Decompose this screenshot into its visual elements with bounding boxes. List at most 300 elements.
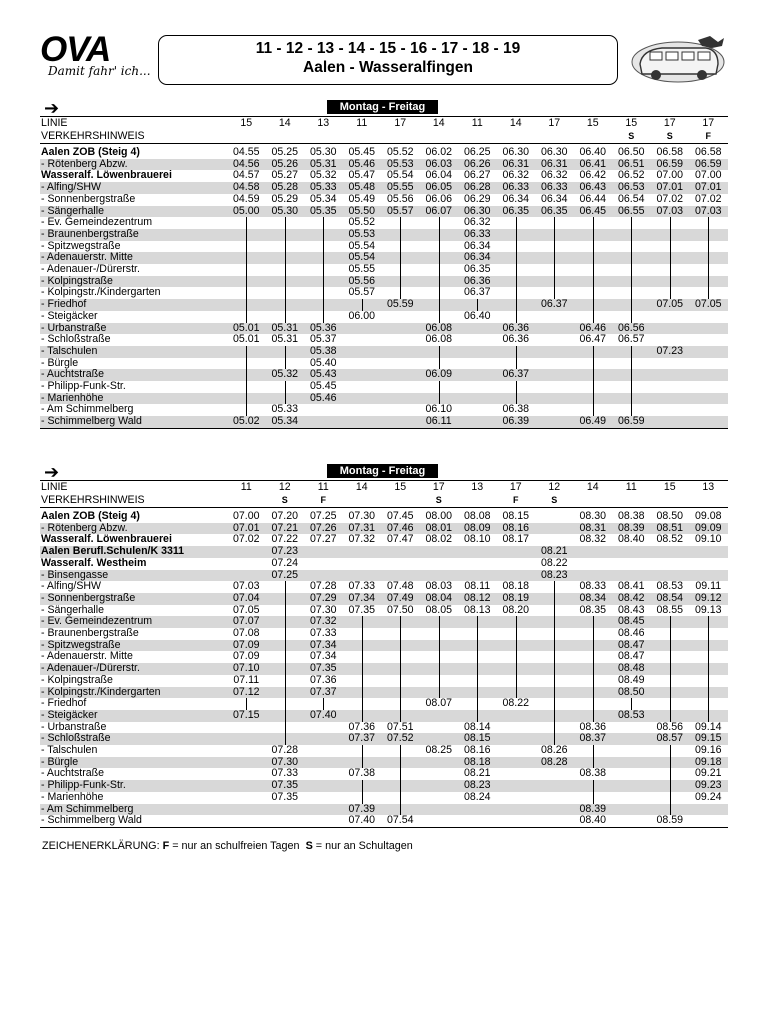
hint-cell bbox=[381, 130, 420, 144]
departure-time: 07.35 bbox=[271, 790, 298, 803]
stop-name: - Bürgle bbox=[41, 356, 79, 369]
departure-time: 08.47 bbox=[617, 650, 645, 663]
departure-time: 08.17 bbox=[502, 533, 529, 546]
departure-time bbox=[227, 804, 266, 816]
departure-time: 06.52 bbox=[617, 169, 645, 182]
pass-through-line bbox=[381, 687, 420, 699]
timetable-row bbox=[40, 369, 728, 381]
departure-time bbox=[497, 815, 536, 827]
stop-name: - Sonnenbergstraße bbox=[40, 593, 227, 605]
departure-time bbox=[535, 815, 574, 827]
pass-through-line bbox=[266, 687, 305, 699]
departure-time bbox=[612, 733, 651, 745]
pass-through-line bbox=[227, 287, 266, 299]
pass-through-line bbox=[612, 276, 651, 288]
departure-time: 08.28 bbox=[535, 757, 574, 769]
pass-through-line bbox=[535, 675, 574, 687]
departure-time: 08.14 bbox=[463, 720, 491, 733]
departure-time: 07.23 bbox=[266, 546, 305, 558]
departure-time: 05.29 bbox=[271, 192, 298, 205]
stop-name: - Marienhöhe bbox=[40, 393, 227, 405]
departure-time: 07.01 bbox=[227, 523, 266, 535]
pass-through-line bbox=[266, 241, 305, 253]
stop-name: - Schloßstraße bbox=[40, 733, 227, 745]
pass-through-line bbox=[304, 287, 343, 299]
departure-time: 08.40 bbox=[574, 815, 613, 827]
departure-time: 08.38 bbox=[617, 510, 645, 522]
line-label: LINIE bbox=[40, 117, 227, 131]
pass-through-line bbox=[689, 675, 728, 687]
departure-time bbox=[343, 546, 382, 558]
departure-time: 06.10 bbox=[425, 403, 452, 416]
hint-cell bbox=[381, 494, 420, 508]
line-number: 14 bbox=[574, 481, 613, 495]
line-number: 11 bbox=[343, 117, 382, 131]
pass-through-line bbox=[574, 616, 613, 628]
departure-time bbox=[458, 381, 497, 393]
pass-through-line bbox=[266, 675, 305, 687]
stop-name: - Alfing/SHW bbox=[40, 182, 227, 194]
legend bbox=[42, 840, 413, 852]
timetable-row bbox=[40, 346, 728, 358]
pass-through-line bbox=[227, 229, 266, 241]
pass-through-line bbox=[266, 346, 305, 358]
bus-logo-icon bbox=[628, 34, 728, 86]
departure-time bbox=[535, 511, 574, 523]
pass-through-line bbox=[420, 311, 459, 323]
departure-time bbox=[343, 404, 382, 416]
pass-through-line bbox=[227, 252, 266, 264]
departure-time: 05.59 bbox=[381, 299, 420, 311]
departure-time: 08.11 bbox=[464, 580, 491, 593]
departure-time: 08.53 bbox=[612, 710, 651, 722]
departure-time: 08.20 bbox=[502, 603, 529, 616]
departure-time bbox=[651, 416, 690, 428]
departure-time: 08.04 bbox=[420, 593, 459, 605]
pass-through-line bbox=[227, 241, 266, 253]
pass-through-line bbox=[689, 687, 728, 699]
timetable-row bbox=[40, 194, 728, 206]
pass-through-line bbox=[612, 381, 651, 393]
pass-through-line bbox=[689, 252, 728, 264]
departure-time bbox=[304, 815, 343, 827]
pass-through-line bbox=[574, 780, 613, 792]
timetable bbox=[40, 480, 728, 828]
pass-through-line bbox=[266, 264, 305, 276]
line-number: 15 bbox=[227, 117, 266, 131]
pass-through-line bbox=[497, 264, 536, 276]
pass-through-line bbox=[612, 264, 651, 276]
pass-through-line bbox=[535, 229, 574, 241]
departure-time bbox=[535, 346, 574, 358]
departure-time: 09.14 bbox=[694, 720, 722, 733]
hint-cell: F bbox=[513, 494, 519, 505]
pass-through-line bbox=[689, 651, 728, 663]
departure-time: 06.25 bbox=[463, 146, 491, 158]
departure-time: 06.38 bbox=[502, 403, 529, 416]
pass-through-line bbox=[574, 287, 613, 299]
stop-name: - Auchtstraße bbox=[40, 369, 227, 381]
departure-time bbox=[381, 558, 420, 570]
stop-name: - Braunenbergstraße bbox=[40, 229, 227, 241]
departure-time: 08.09 bbox=[458, 523, 497, 535]
pass-through-line bbox=[689, 241, 728, 253]
pass-through-line bbox=[304, 276, 343, 288]
departure-time: 07.02 bbox=[694, 192, 722, 205]
pass-through-line bbox=[535, 276, 574, 288]
pass-through-line bbox=[651, 217, 690, 229]
departure-time: 06.59 bbox=[651, 159, 690, 171]
stop-name: - Marienhöhe bbox=[41, 790, 104, 803]
departure-time bbox=[497, 768, 536, 780]
pass-through-line bbox=[304, 229, 343, 241]
timetable-row bbox=[40, 804, 728, 816]
departure-time bbox=[574, 546, 613, 558]
departure-time: 07.28 bbox=[271, 744, 298, 757]
stop-name: - Schloßstraße bbox=[41, 333, 111, 346]
departure-time bbox=[689, 346, 728, 358]
departure-time bbox=[535, 768, 574, 780]
departure-time: 06.05 bbox=[420, 182, 459, 194]
departure-time bbox=[612, 804, 651, 816]
departure-time: 05.26 bbox=[266, 159, 305, 171]
pass-through-line bbox=[612, 229, 651, 241]
timetable-row bbox=[40, 264, 728, 276]
departure-time: 07.00 bbox=[656, 169, 683, 182]
departure-time bbox=[497, 757, 536, 769]
pass-through-line bbox=[343, 710, 382, 722]
departure-time: 05.30 bbox=[309, 146, 337, 158]
departure-time: 08.05 bbox=[425, 603, 452, 616]
pass-through-line bbox=[497, 241, 536, 253]
line-number: 12 bbox=[535, 481, 574, 495]
departure-time bbox=[651, 558, 690, 570]
stop-name: - Binsengasse bbox=[40, 570, 227, 582]
pass-through-line bbox=[651, 687, 690, 699]
departure-time: 06.04 bbox=[425, 169, 452, 182]
route-numbers: 11 - 12 - 13 - 14 - 15 - 16 - 17 - 18 - 19 bbox=[255, 40, 521, 57]
hint-cell: S bbox=[551, 494, 558, 505]
departure-time: 08.21 bbox=[463, 767, 491, 780]
departure-time: 05.01 bbox=[227, 323, 266, 335]
departure-time: 08.45 bbox=[612, 616, 651, 628]
departure-time: 05.37 bbox=[309, 333, 337, 346]
hint-cell: S bbox=[281, 494, 288, 505]
departure-time: 06.32 bbox=[502, 169, 529, 182]
pass-through-line bbox=[497, 217, 536, 229]
departure-time: 07.36 bbox=[348, 720, 375, 733]
ova-logo bbox=[40, 30, 155, 90]
departure-time: 07.34 bbox=[343, 593, 382, 605]
departure-time bbox=[651, 369, 690, 381]
departure-time: 09.15 bbox=[689, 733, 728, 745]
departure-time bbox=[420, 558, 459, 570]
departure-time bbox=[574, 558, 613, 570]
departure-time: 07.01 bbox=[651, 182, 690, 194]
pass-through-line bbox=[458, 616, 497, 628]
departure-time bbox=[458, 346, 497, 358]
pass-through-line bbox=[535, 581, 574, 593]
pass-through-line bbox=[381, 792, 420, 804]
departure-time: 06.30 bbox=[458, 206, 497, 218]
timetable-row bbox=[40, 710, 728, 722]
departure-time bbox=[343, 393, 382, 405]
departure-time: 08.13 bbox=[463, 603, 491, 616]
departure-time: 08.31 bbox=[574, 523, 613, 535]
departure-time: 09.24 bbox=[694, 790, 722, 803]
departure-time bbox=[227, 546, 266, 558]
departure-time: 05.32 bbox=[309, 169, 337, 182]
departure-time bbox=[343, 346, 382, 358]
departure-time: 07.50 bbox=[386, 603, 414, 616]
departure-time: 07.12 bbox=[227, 687, 266, 699]
pass-through-line bbox=[689, 229, 728, 241]
title-box bbox=[158, 35, 618, 85]
pass-through-line bbox=[612, 369, 651, 381]
departure-time: 05.53 bbox=[381, 159, 420, 171]
departure-time bbox=[304, 416, 343, 428]
departure-time: 09.16 bbox=[694, 744, 722, 757]
departure-time: 08.43 bbox=[617, 603, 645, 616]
pass-through-line bbox=[227, 358, 266, 370]
hint-cell bbox=[227, 494, 266, 508]
departure-time bbox=[651, 358, 690, 370]
pass-through-line bbox=[266, 217, 305, 229]
departure-time: 07.23 bbox=[651, 346, 690, 358]
departure-time: 06.42 bbox=[579, 169, 606, 182]
pass-through-line bbox=[651, 792, 690, 804]
departure-time bbox=[612, 745, 651, 757]
departure-time: 07.08 bbox=[232, 627, 260, 640]
pass-through-line bbox=[420, 276, 459, 288]
departure-time bbox=[651, 381, 690, 393]
departure-time bbox=[497, 558, 536, 570]
departure-time: 06.55 bbox=[612, 206, 651, 218]
departure-time bbox=[266, 815, 305, 827]
departure-time: 06.02 bbox=[425, 146, 452, 158]
timetable-row bbox=[40, 393, 728, 405]
departure-time bbox=[612, 815, 651, 827]
departure-time: 06.40 bbox=[579, 146, 606, 158]
departure-time: 08.16 bbox=[463, 744, 491, 757]
departure-time: 09.09 bbox=[689, 523, 728, 535]
departure-time: 05.40 bbox=[309, 356, 337, 369]
departure-time: 08.21 bbox=[535, 546, 574, 558]
line-number: 11 bbox=[227, 481, 266, 495]
departure-time bbox=[458, 323, 497, 335]
departure-time: 07.20 bbox=[271, 510, 298, 522]
departure-time bbox=[343, 416, 382, 428]
departure-time bbox=[689, 334, 728, 346]
stop-name: - Adenauerstr. Mitte bbox=[40, 252, 227, 264]
stop-name: Wasseralf. Löwenbrauerei bbox=[41, 169, 172, 182]
departure-time: 07.03 bbox=[689, 206, 728, 218]
hint-cell bbox=[497, 130, 536, 144]
departure-time: 09.08 bbox=[694, 510, 722, 522]
departure-time bbox=[497, 745, 536, 757]
pass-through-line bbox=[574, 792, 613, 804]
pass-through-line bbox=[497, 628, 536, 640]
departure-time: 06.36 bbox=[458, 276, 497, 288]
timetable-row bbox=[40, 299, 728, 311]
legend-f-key: F bbox=[162, 840, 170, 852]
departure-time bbox=[381, 358, 420, 370]
departure-time: 06.26 bbox=[458, 159, 497, 171]
timetable-row bbox=[40, 815, 728, 827]
timetable-row bbox=[40, 381, 728, 393]
line-number: 17 bbox=[689, 117, 728, 131]
pass-through-line bbox=[535, 640, 574, 652]
hint-cell bbox=[304, 130, 343, 144]
stop-name: - Friedhof bbox=[41, 697, 87, 710]
hint-cell bbox=[458, 130, 497, 144]
hint-cell bbox=[266, 130, 305, 144]
pass-through-line bbox=[497, 229, 536, 241]
departure-time: 08.18 bbox=[502, 580, 529, 593]
departure-time: 05.02 bbox=[227, 416, 266, 428]
pass-through-line bbox=[535, 722, 574, 734]
pass-through-line bbox=[227, 299, 266, 311]
pass-through-line bbox=[458, 628, 497, 640]
departure-time: 05.45 bbox=[348, 146, 375, 158]
departure-time: 08.02 bbox=[425, 533, 452, 546]
departure-time: 05.57 bbox=[348, 286, 375, 299]
departure-time bbox=[689, 416, 728, 428]
departure-time: 07.47 bbox=[386, 533, 414, 546]
pass-through-line bbox=[343, 628, 382, 640]
line-number: 13 bbox=[458, 481, 497, 495]
pass-through-line bbox=[497, 381, 536, 393]
departure-time bbox=[420, 757, 459, 769]
departure-time: 05.31 bbox=[271, 333, 298, 346]
departure-time: 09.18 bbox=[689, 757, 728, 769]
departure-time bbox=[689, 404, 728, 416]
departure-time: 05.38 bbox=[304, 346, 343, 358]
pass-through-line bbox=[266, 616, 305, 628]
stop-name: - Rötenberg Abzw. bbox=[40, 523, 227, 535]
stop-name: - Braunenbergstraße bbox=[41, 627, 139, 640]
departure-time: 06.59 bbox=[612, 416, 651, 428]
departure-time bbox=[381, 323, 420, 335]
departure-time: 07.27 bbox=[309, 533, 337, 546]
day-badge: Montag - Freitag bbox=[327, 464, 438, 478]
departure-time: 06.43 bbox=[574, 182, 613, 194]
pass-through-line bbox=[227, 369, 266, 381]
departure-time: 05.34 bbox=[266, 416, 305, 428]
pass-through-line bbox=[651, 675, 690, 687]
departure-time: 08.38 bbox=[579, 767, 606, 780]
departure-time: 07.36 bbox=[309, 673, 337, 686]
pass-through-line bbox=[689, 217, 728, 229]
pass-through-line bbox=[574, 393, 613, 405]
pass-through-line bbox=[689, 698, 728, 710]
pass-through-line bbox=[304, 264, 343, 276]
departure-time: 07.04 bbox=[227, 593, 266, 605]
departure-time bbox=[651, 404, 690, 416]
pass-through-line bbox=[535, 698, 574, 710]
departure-time bbox=[381, 346, 420, 358]
pass-through-line bbox=[612, 346, 651, 358]
departure-time: 08.51 bbox=[651, 523, 690, 535]
timetable-row bbox=[40, 217, 728, 229]
departure-time bbox=[689, 804, 728, 816]
stop-name: - Auchtstraße bbox=[41, 767, 104, 780]
departure-time bbox=[612, 722, 651, 734]
departure-time: 06.41 bbox=[574, 159, 613, 171]
pass-through-line bbox=[266, 229, 305, 241]
departure-time: 06.34 bbox=[540, 192, 568, 205]
pass-through-line bbox=[420, 346, 459, 358]
departure-time: 07.09 bbox=[232, 650, 260, 663]
departure-time bbox=[689, 311, 728, 323]
hint-cell bbox=[343, 494, 382, 508]
pass-through-line bbox=[227, 393, 266, 405]
timetable-row bbox=[40, 558, 728, 570]
pass-through-line bbox=[497, 276, 536, 288]
departure-time: 09.23 bbox=[689, 780, 728, 792]
hint-row bbox=[40, 494, 728, 508]
departure-time: 07.15 bbox=[227, 710, 266, 722]
departure-time: 07.33 bbox=[271, 767, 298, 780]
stop-name: - Bürgle bbox=[40, 757, 227, 769]
departure-time: 06.57 bbox=[617, 333, 645, 346]
departure-time: 06.36 bbox=[497, 323, 536, 335]
departure-time bbox=[535, 393, 574, 405]
timetable-row bbox=[40, 675, 728, 687]
pass-through-line bbox=[651, 780, 690, 792]
timetable-row bbox=[40, 733, 728, 745]
departure-time bbox=[458, 334, 497, 346]
pass-through-line bbox=[535, 593, 574, 605]
departure-time: 07.51 bbox=[386, 720, 414, 733]
departure-time bbox=[458, 404, 497, 416]
departure-time bbox=[343, 323, 382, 335]
stop-name: - Talschulen bbox=[40, 346, 227, 358]
departure-time bbox=[458, 804, 497, 816]
hint-cell bbox=[574, 494, 613, 508]
departure-time: 07.32 bbox=[304, 616, 343, 628]
departure-time: 07.02 bbox=[656, 192, 683, 205]
departure-time: 07.00 bbox=[232, 510, 260, 522]
legend-f-text: = nur an schulfreien Tagen bbox=[169, 840, 300, 852]
hint-cell: F bbox=[320, 494, 326, 505]
pass-through-line bbox=[266, 722, 305, 734]
pass-through-line bbox=[381, 276, 420, 288]
departure-time bbox=[535, 523, 574, 535]
line-number: 15 bbox=[574, 117, 613, 131]
pass-through-line bbox=[266, 287, 305, 299]
departure-time bbox=[497, 804, 536, 816]
departure-time bbox=[420, 780, 459, 792]
pass-through-line bbox=[651, 698, 690, 710]
pass-through-line bbox=[535, 241, 574, 253]
departure-time: 08.15 bbox=[502, 510, 529, 522]
departure-time: 06.35 bbox=[535, 206, 574, 218]
timetable-row bbox=[40, 416, 728, 428]
line-number: 11 bbox=[304, 481, 343, 495]
departure-time: 06.34 bbox=[458, 252, 497, 264]
departure-time: 09.10 bbox=[694, 533, 722, 546]
pass-through-line bbox=[497, 299, 536, 311]
departure-time bbox=[343, 358, 382, 370]
stop-name: Aalen ZOB (Steig 4) bbox=[41, 146, 140, 158]
departure-time bbox=[458, 546, 497, 558]
pass-through-line bbox=[574, 217, 613, 229]
departure-time: 05.32 bbox=[266, 369, 305, 381]
pass-through-line bbox=[266, 593, 305, 605]
departure-time bbox=[343, 381, 382, 393]
departure-time: 06.33 bbox=[497, 182, 536, 194]
